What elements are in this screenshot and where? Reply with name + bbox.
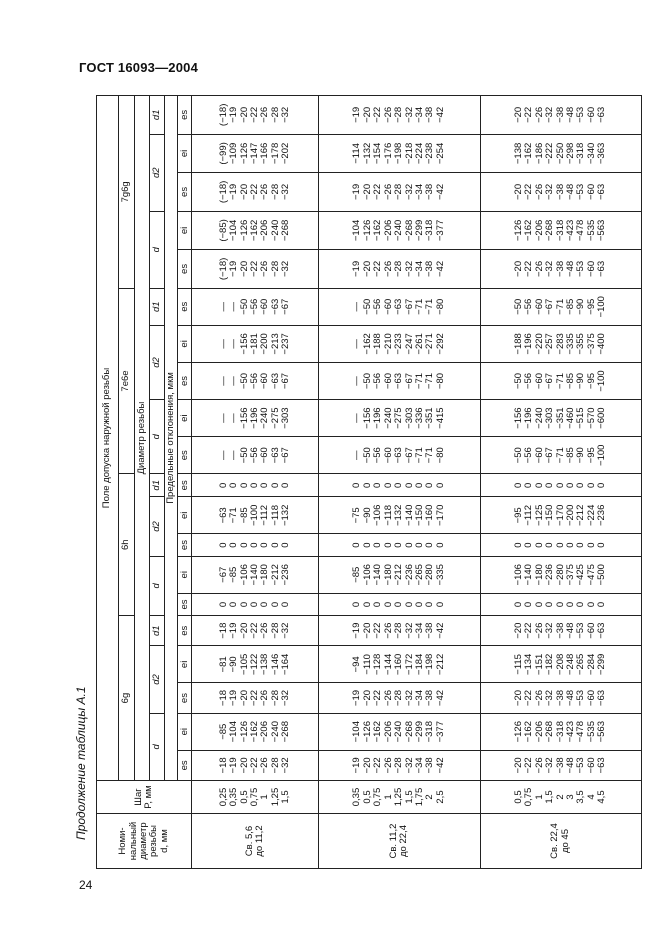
cell-deviation: −75 −90 −106 −118 −132 −140 −150 −160 −170 [319,497,480,534]
cell-deviation: −20 −22 −26 −32 −38 −48 −53 −60 −63 [480,173,641,212]
header-d2-6g: d2 [150,646,165,713]
cell-deviation: 0 0 0 0 0 0 0 0 0 [319,534,480,556]
header-es: es [178,362,192,399]
cell-deviation: — −162 −188 −210 −233 −247 −261 −271 −292 [319,325,480,362]
cell-deviation: 0 0 0 0 0 0 0 0 0 [480,593,641,615]
cell-deviation: −20 −22 −26 −32 −38 −48 −53 −60 −63 [480,750,641,780]
cell-nominal-diameter: Св. 22,4 до 45 [480,814,641,869]
table-row [480,96,641,869]
header-d1-6h: d1 [150,474,165,497]
cell-nominal-diameter: Св. 5,6 до 11,2 [192,814,319,869]
cell-deviation: −19 −20 −22 −26 −28 −32 −34 −38 −42 [319,173,480,212]
cell-deviation: (−85) −104 −126 −162 −206 −240 −268 [192,211,319,250]
cell-deviation: −104 −126 −162 −206 −240 −268 −299 −318 −377 [319,713,480,750]
table-caption: Продолжение таблицы А.1 [74,686,88,840]
cell-deviation: — −50 −56 −60 −63 −67 −71 −71 −80 [319,288,480,325]
cell-deviation: −81 −90 −105 −122 −138 −146 −164 [192,646,319,683]
cell-deviation: 0 0 0 0 0 0 0 [192,534,319,556]
header-es: es [178,288,192,325]
cell-deviation: −20 −22 −26 −32 −38 −48 −53 −60 −63 [480,683,641,713]
header-d2-7g6g: d2 [150,134,165,211]
cell-deviation: −18 −19 −20 −22 −26 −28 −32 [192,616,319,646]
cell-deviation: (−18) −19 −20 −22 −26 −28 −32 [192,250,319,289]
cell-deviation: −67 −85 −106 −140 −180 −212 −236 [192,556,319,593]
cell-deviation: 0 0 0 0 0 0 0 0 0 [480,534,641,556]
header-deviation: Предельные отклонения, мкм [165,96,178,781]
header-es: es [178,250,192,289]
cell-deviation: −50 −56 −60 −67 −71 −85 −90 −95 −100 [480,288,641,325]
header-d1-7g6g: d1 [150,96,165,135]
cell-deviation: — — −50 −56 −60 −63 −67 [192,362,319,399]
header-es: es [178,437,192,474]
header-es: es [178,616,192,646]
header-class-6h: 6h [119,474,135,616]
cell-deviation: −188 −196 −220 −257 −283 −335 −355 −375 −400 [480,325,641,362]
header-ei: ei [178,646,192,683]
table-row [319,96,480,869]
header-class-7g6g: 7g6g [119,96,135,289]
header-ei: ei [178,400,192,437]
header-tolerance-field: Поле допуска наружной резьбы [97,96,119,781]
cell-deviation: −156 −196 −240 −303 −351 −460 −515 −570 −600 [480,400,641,437]
deviation-table [96,95,642,869]
header-d-6g: d [150,713,165,780]
cell-deviation: −18 −19 −20 −22 −26 −28 −32 [192,683,319,713]
cell-deviation: — −50 −56 −60 −63 −67 −71 −71 −80 [319,437,480,474]
page-number: 24 [79,878,93,892]
cell-deviation: — — −156 −181 −200 −213 −237 [192,325,319,362]
cell-deviation: −50 −56 −60 −67 −71 −85 −90 −95 −100 [480,437,641,474]
header-d1-7e6e: d1 [150,288,165,325]
header-es: es [178,96,192,135]
header-nominal-diameter: Номи- нальный диаметр резьбы d, мм [97,814,192,869]
header-thread-diameter: Диаметр резьбы [135,96,150,781]
cell-deviation: 0 0 0 0 0 0 0 [192,593,319,615]
cell-pitch: 0,25 0,35 0,5 0,75 1 1,25 1,5 [192,781,319,814]
cell-deviation: −20 −22 −26 −32 −38 −48 −53 −60 −63 [480,250,641,289]
header-ei: ei [178,211,192,250]
cell-deviation: — −50 −56 −60 −63 −67 −71 −71 −80 [319,362,480,399]
cell-deviation: −114 −132 −154 −176 −198 −218 −224 −238 −254 [319,134,480,173]
cell-deviation: (−18) −19 −20 −22 −26 −28 −32 [192,173,319,212]
cell-deviation: −85 −106 −140 −180 −212 −236 −265 −280 −335 [319,556,480,593]
header-ei: ei [178,556,192,593]
cell-deviation: 0 0 0 0 0 0 0 0 0 [319,593,480,615]
header-es: es [178,593,192,615]
header-class-6g: 6g [119,616,135,781]
header-ei: ei [178,497,192,534]
cell-deviation: −18 −19 −20 −22 −26 −28 −32 [192,750,319,780]
cell-deviation: 0 0 0 0 0 0 0 [192,474,319,497]
header-d2-6h: d2 [150,497,165,556]
cell-deviation: −85 −104 −126 −162 −206 −240 −268 [192,713,319,750]
cell-deviation: −95 −112 −125 −150 −170 −200 −212 −224 −236 [480,497,641,534]
cell-deviation: −115 −134 −151 −182 −208 −248 −265 −284 −299 [480,646,641,683]
cell-deviation: −126 −162 −206 −268 −318 −423 −478 −535 −563 [480,211,641,250]
cell-deviation: −104 −126 −162 −206 −240 −268 −299 −318 −377 [319,211,480,250]
rotated-table-wrapper [96,95,642,869]
cell-deviation: 0 0 0 0 0 0 0 0 0 [480,474,641,497]
header-es: es [178,474,192,497]
cell-deviation: −19 −20 −22 −26 −28 −32 −34 −38 −42 [319,750,480,780]
cell-deviation: −106 −140 −180 −236 −280 −375 −425 −475 −500 [480,556,641,593]
header-d1-6g: d1 [150,616,165,646]
cell-deviation: −126 −162 −206 −268 −318 −423 −478 −535 −563 [480,713,641,750]
header-d-7g6g: d [150,211,165,288]
document-header: ГОСТ 16093—2004 [79,60,198,75]
cell-deviation: (−18) −19 −20 −22 −26 −28 −32 [192,96,319,135]
header-es: es [178,683,192,713]
cell-deviation: −63 −71 −85 −100 −112 −118 −132 [192,497,319,534]
cell-nominal-diameter: Св. 11,2 до 22,4 [319,814,480,869]
header-class-7e6e: 7e6e [119,288,135,474]
cell-deviation: (−99) −109 −126 −147 −166 −178 −202 [192,134,319,173]
cell-pitch: 0,35 0,5 0,75 1 1,25 1,5 1,75 2 2,5 [319,781,480,814]
cell-deviation: — — −50 −56 −60 −63 −67 [192,288,319,325]
header-d-7e6e: d [150,400,165,474]
header-d-6h: d [150,556,165,615]
cell-deviation: −19 −20 −22 −26 −28 −32 −34 −38 −42 [319,616,480,646]
header-pitch: Шаг P, мм [97,781,192,814]
header-es: es [178,534,192,556]
cell-deviation: — — −156 −196 −240 −275 −303 [192,400,319,437]
cell-deviation: — — −50 −56 −60 −63 −67 [192,437,319,474]
cell-deviation: −138 −162 −186 −222 −250 −298 −318 −340 −363 [480,134,641,173]
cell-deviation: −50 −56 −60 −67 −71 −85 −90 −95 −100 [480,362,641,399]
cell-deviation: −20 −22 −26 −32 −38 −48 −53 −60 −63 [480,616,641,646]
cell-deviation: 0 0 0 0 0 0 0 0 0 [319,474,480,497]
header-ei: ei [178,325,192,362]
header-d2-7e6e: d2 [150,325,165,399]
table-row [192,96,319,869]
cell-deviation: −20 −22 −26 −32 −38 −48 −53 −60 −63 [480,96,641,135]
header-es: es [178,750,192,780]
header-es: es [178,173,192,212]
cell-deviation: −19 −20 −22 −26 −28 −32 −34 −38 −42 [319,250,480,289]
header-ei: ei [178,713,192,750]
cell-deviation: — −156 −196 −240 −275 −303 −336 −351 −415 [319,400,480,437]
table-body [192,96,642,869]
cell-deviation: −19 −20 −22 −26 −28 −32 −34 −38 −42 [319,683,480,713]
cell-pitch: 0,5 0,75 1 1,5 2 3 3,5 4 4,5 [480,781,641,814]
cell-deviation: −19 −20 −22 −26 −28 −32 −34 −38 −42 [319,96,480,135]
cell-deviation: −94 −110 −128 −144 −160 −172 −184 −198 −212 [319,646,480,683]
header-ei: ei [178,134,192,173]
